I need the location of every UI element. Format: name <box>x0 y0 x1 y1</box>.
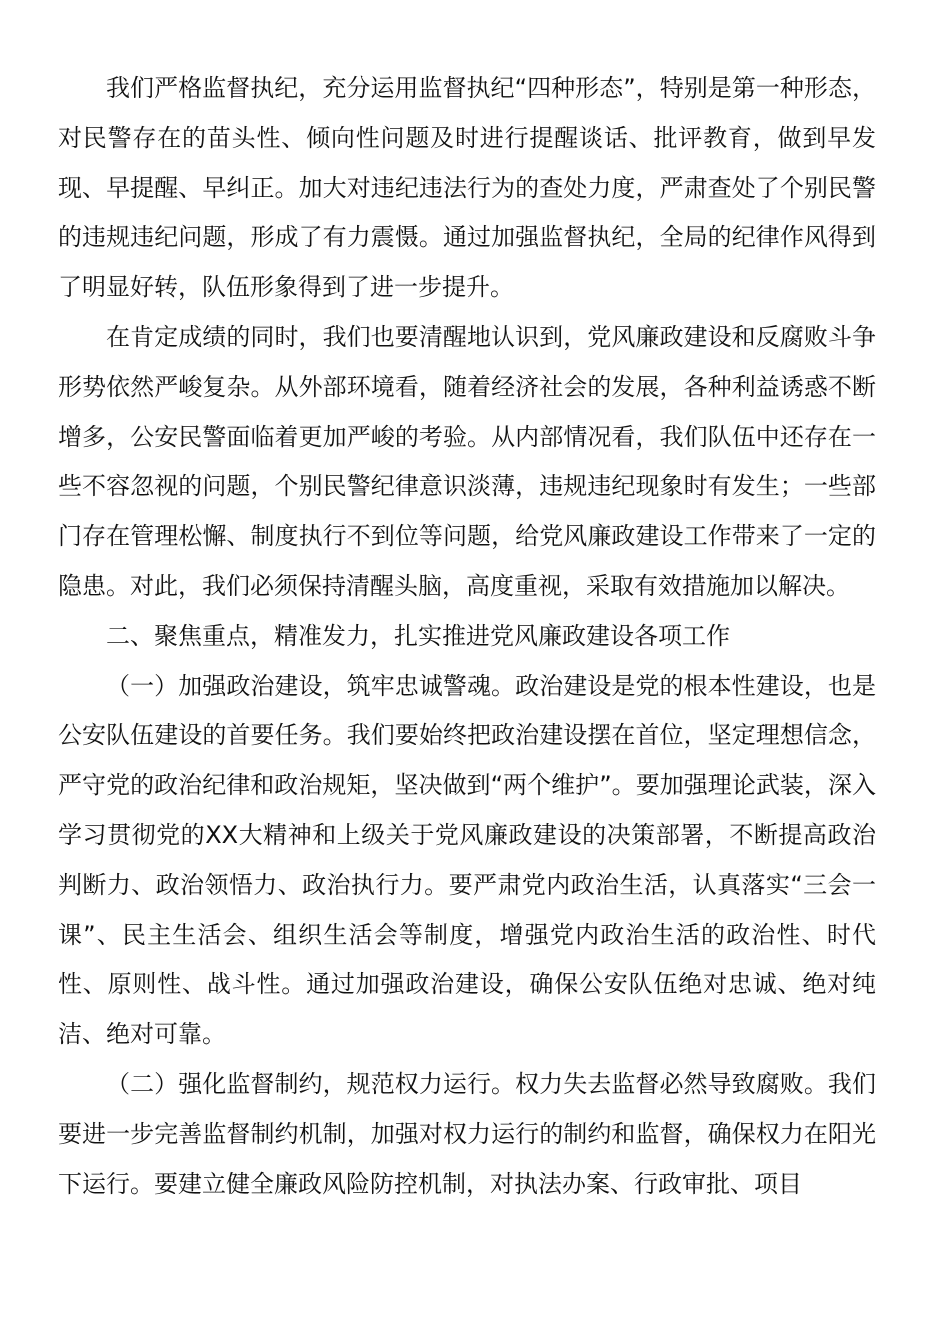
paragraph-situation: 在肯定成绩的同时，我们也要清醒地认识到，党风廉政建设和反腐败斗争形势依然严峻复杂。从外部环境看，随着经济社会的发展，各种利益诱惑不断增多，公安民警面临着更加严峻的考验。从内部情况看，我们队伍中还存在一些不容忽视的问题，个别民警纪律意识淡薄，违规违纪现象时有发生；一些部门存在管理松懈、制度执行不到位等问题，给党风廉政建设工作带来了一定的隐患。对此，我们必须保持清醒头脑，高度重视，采取有效措施加以解决。 <box>58 322 876 600</box>
paragraph-supervision: 我们严格监督执纪，充分运用监督执纪“四种形态”，特别是第一种形态，对民警存在的苗头性、倾向性问题及时进行提醒谈话、批评教育，做到早发现、早提醒、早纠正。加大对违纪违法行为的查处力度，严肃查处了个别民警的违规违纪问题，形成了有力震慑。通过加强监督执纪，全局的纪律作风得到了明显好转，队伍形象得到了进一步提升。 <box>58 74 876 302</box>
document-body <box>58 64 876 1209</box>
paragraph-supervision-constraint: （二）强化监督制约，规范权力运行。权力失去监督必然导致腐败。我们要进一步完善监督制约机制，加强对权力运行的制约和监督，确保权力在阳光下运行。要建立健全廉政风险防控机制，对执法办案、行政审批、项目 <box>58 1069 876 1198</box>
paragraph-political-building: （一）加强政治建设，筑牢忠诚警魂。政治建设是党的根本性建设，也是公安队伍建设的首要任务。我们要始终把政治建设摆在首位，坚定理想信念，严守党的政治纪律和政治规矩，坚决做到“两个维护”。要加强理论武装，深入学习贯彻党的XX大精神和上级关于党风廉政建设的决策部署，不断提高政治判断力、政治领悟力、政治执行力。要严肃党内政治生活，认真落实“三会一课”、民主生活会、组织生活会等制度，增强党内政治生活的政治性、时代性、原则性、战斗性。通过加强政治建设，确保公安队伍绝对忠诚、绝对纯洁、绝对可靠。 <box>58 671 876 1049</box>
section-heading: 二、聚焦重点，精准发力，扎实推进党风廉政建设各项工作 <box>106 621 730 650</box>
